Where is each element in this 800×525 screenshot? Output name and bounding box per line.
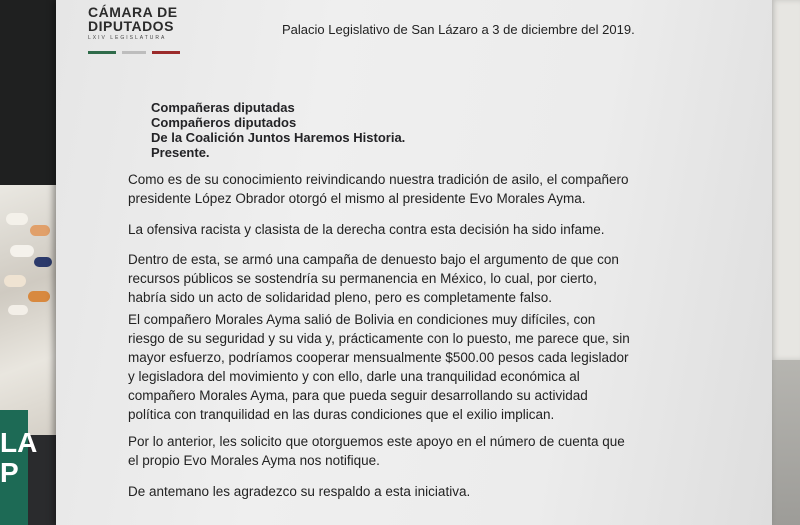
paragraph-1: Como es de su conocimiento reivindicando nuestra tradición de asilo, el compañero presidente López Obrador otorgó el mismo al presidente Evo Morales Ayma. [128, 172, 629, 206]
background-right-paper [770, 0, 800, 360]
addressee-line-1: Compañeras diputadas [151, 100, 295, 115]
letterhead-color-bars [88, 51, 188, 55]
background-poster-text: LA P [0, 427, 38, 488]
paragraph-6: De antemano les agradezco su respaldo a esta iniciativa. [128, 484, 471, 499]
paragraph-5: Por lo anterior, les solicito que otorguemos este apoyo en el número de cuenta que el propio Evo Morales Ayma nos notifique. [128, 434, 625, 468]
addressee-line-4: Presente. [151, 145, 210, 160]
paragraph-2: La ofensiva racista y clasista de la derecha contra esta decisión ha sido infame. [128, 222, 605, 237]
addressee-line-2: Compañeros diputados [151, 115, 297, 130]
background-pills [4, 205, 54, 325]
background-dark-area [0, 0, 60, 190]
letterhead-line-1: CÁMARA DE [88, 4, 178, 20]
paragraph-3: Dentro de esta, se armó una campaña de denuesto bajo el argumento de que con recursos públicos se sostendría su permanencia en México, lo cual, por cierto, habría sido un acto de solidaridad pleno, pero es completamente falso. [128, 252, 619, 305]
addressee-line-3: De la Coalición Juntos Haremos Historia. [151, 130, 406, 145]
letter-page [56, 0, 772, 525]
letterhead-line-3: LXIV LEGISLATURA [88, 35, 167, 41]
letterhead-line-2: DIPUTADOS [88, 18, 174, 34]
paragraph-4: El compañero Morales Ayma salió de Bolivia en condiciones muy difíciles, con riesgo de su seguridad y su vida y, prácticamente con lo puesto, me parece que, sin mayor esfuerzo, podríamos cooperar mensualmente $500.00 pesos cada legislador y legisladora del movimiento y con ello, darle una tranquilidad económica al compañero Morales Ayma, para que pueda seguir desarrollando su actividad política con tranquilidad en las duras condiciones que el exilio implican. [128, 312, 630, 422]
letterhead-logo [88, 5, 198, 41]
letter-dateline: Palacio Legislativo de San Lázaro a 3 de diciembre del 2019. [282, 22, 635, 37]
